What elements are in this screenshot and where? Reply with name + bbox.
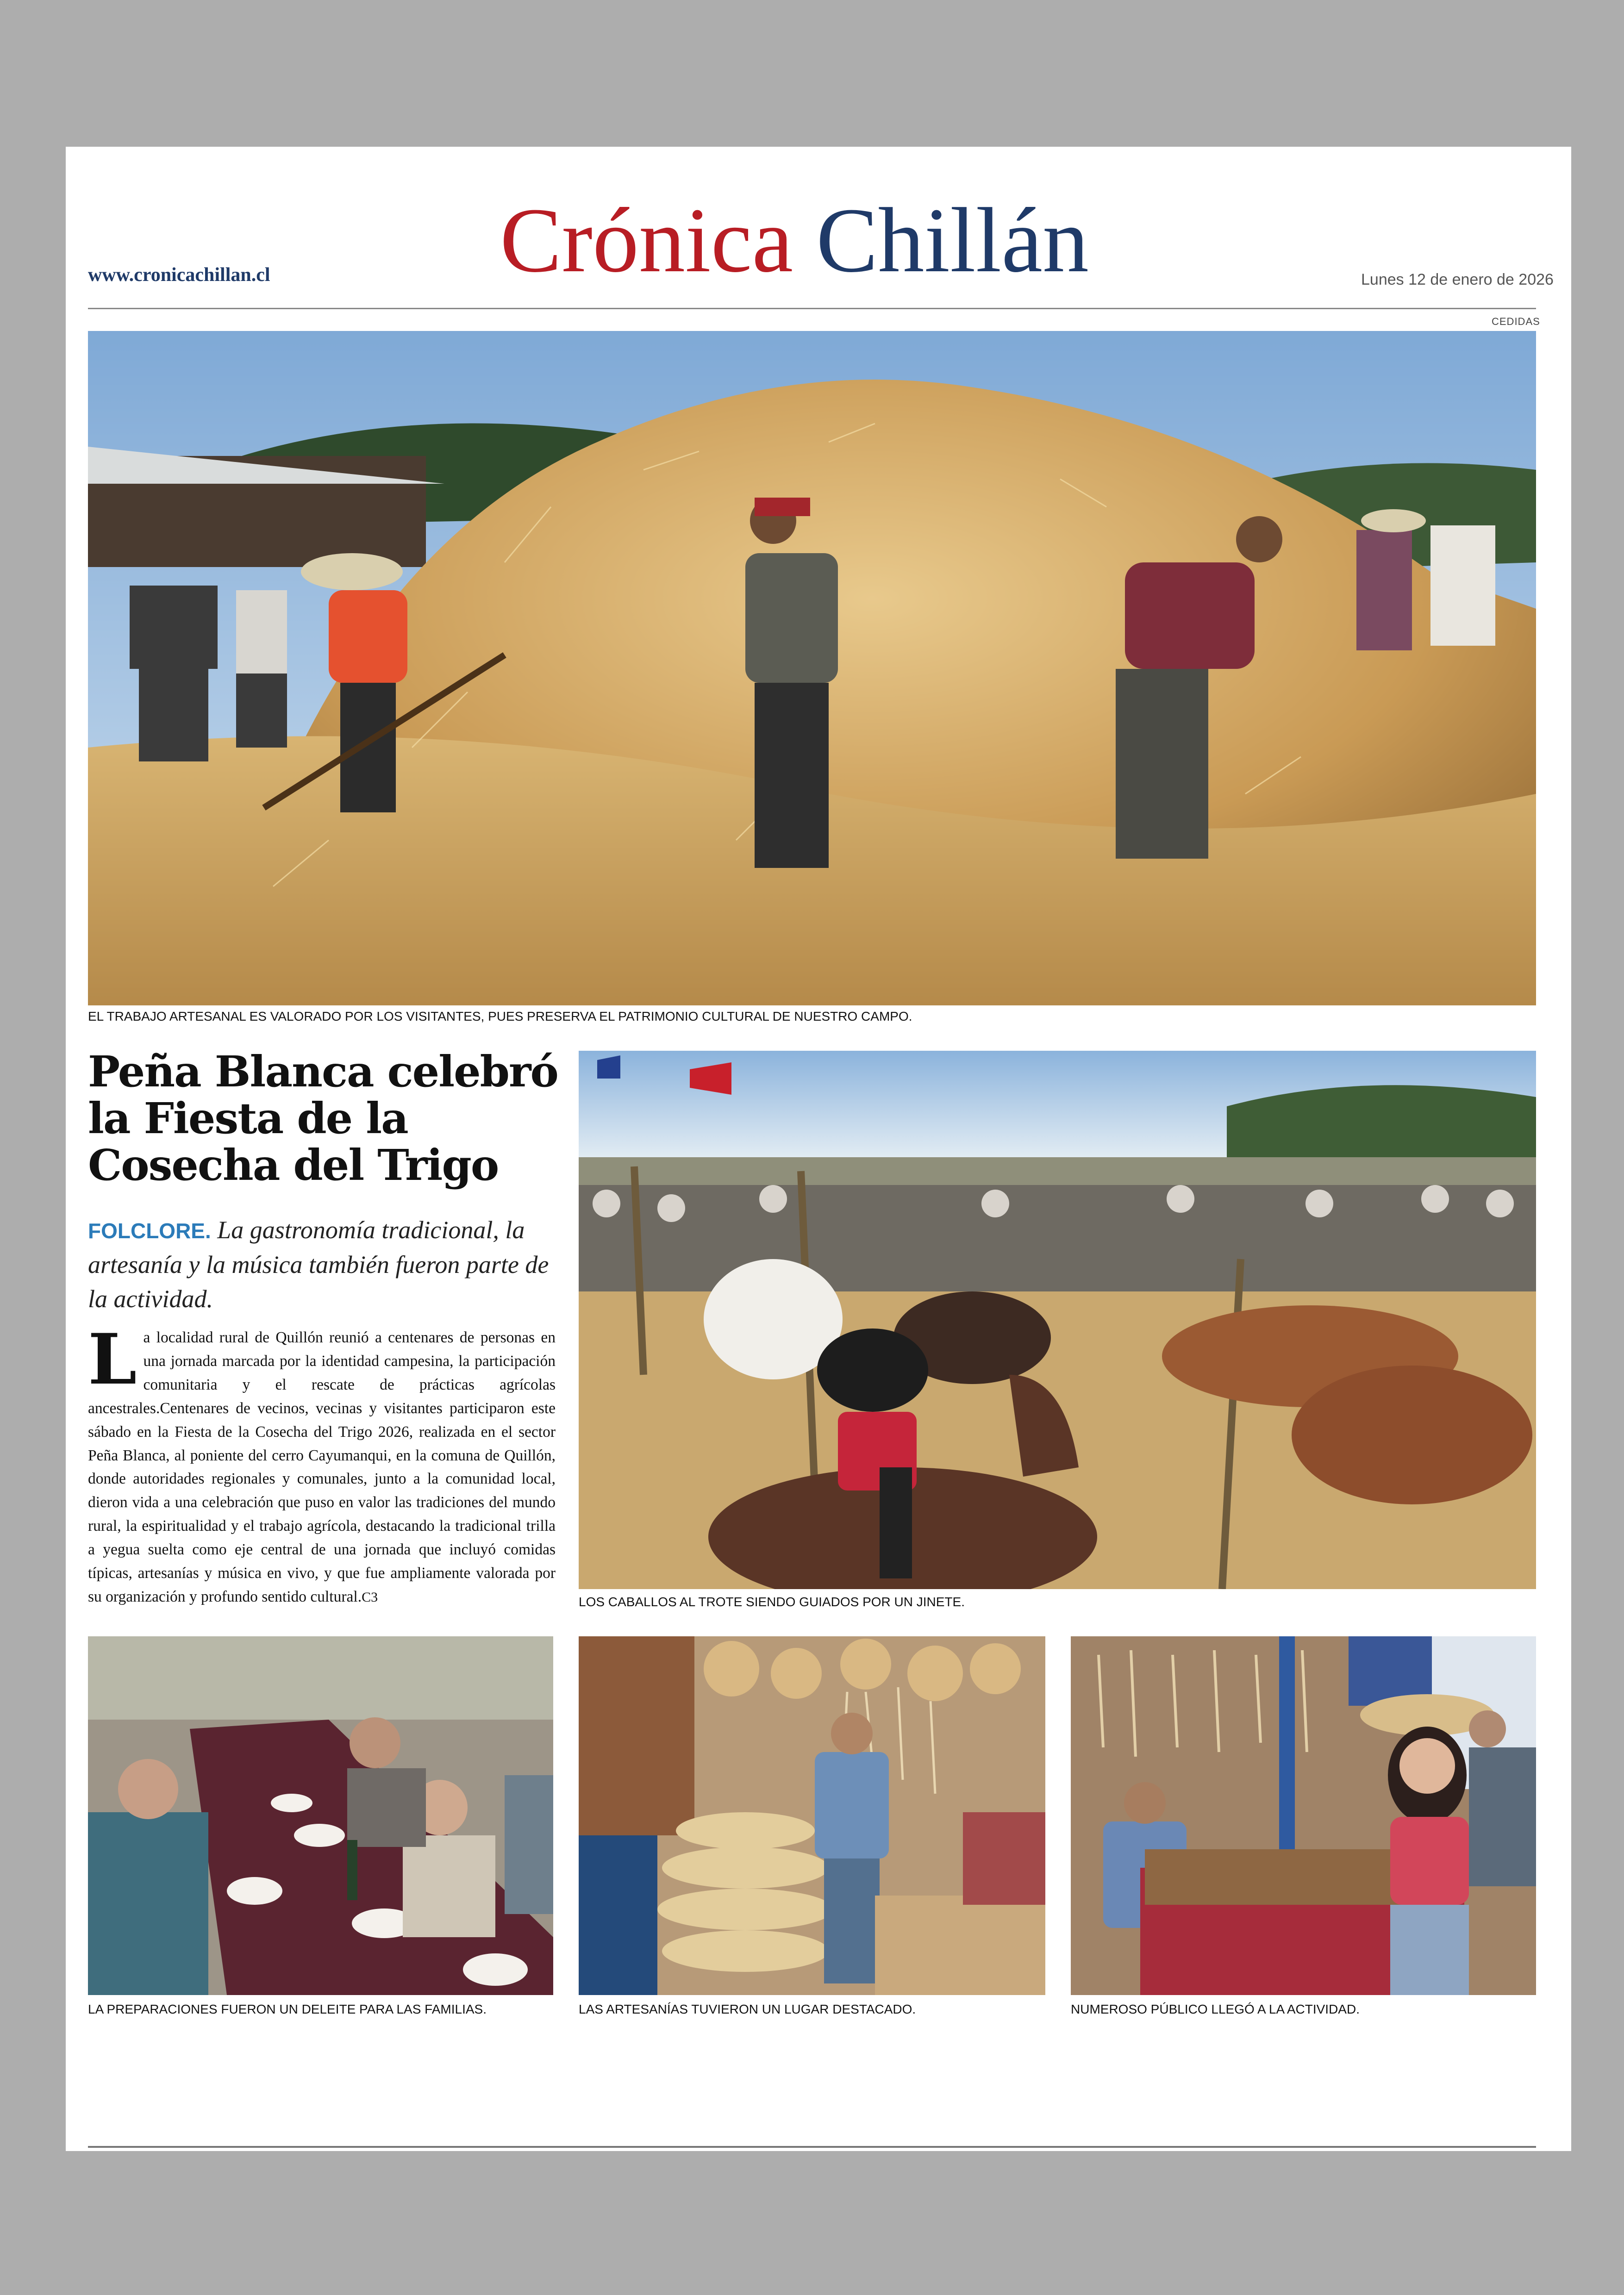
public-photo-caption: NUMEROSO PÚBLICO LLEGÓ A LA ACTIVIDAD.	[1071, 2002, 1360, 2016]
photo-public	[1071, 1636, 1536, 1995]
photo-horses	[579, 1051, 1536, 1589]
newspaper-logo	[500, 189, 1089, 292]
food-photo-caption: LA PREPARACIONES FUERON UN DELEITE PARA LAS FAMILIAS.	[88, 2002, 487, 2016]
photo-credit: CEDIDAS	[1492, 316, 1540, 327]
section-kicker: FOLCLORE.	[88, 1219, 211, 1243]
body-text: a localidad rural de Quillón reunió a centenares de personas en una jornada marcada por la identidad campesina, la participación comunitaria y el rescate de prácticas agrícolas ancestrales.Centenares de vecinos, vecinas y visitantes participaron este sábado en la Fiesta de la Cosecha del Trigo 2026, realizada en el sector Peña Blanca, al poniente del cerro Cayumanqui, en la comuna de Quillón, donde autoridades regionales y comunales, junto a la comunidad local, dieron vida a una celebración que puso en valor las tradiciones del mundo rural, la espiritualidad y el trabajo agrícola, destacando la tradicional trilla a yegua suelta como eje central de una jornada que incluyó comidas típicas, artesanías y música en vivo, y que fue ampliamente valorada por su organización y profundo sentido cultural.	[88, 1329, 556, 1605]
bottom-band	[66, 2052, 1571, 2151]
drop-cap: L	[88, 1319, 137, 1400]
logo-word-chillan: Chillán	[816, 189, 1089, 292]
article-deck	[88, 1213, 560, 1316]
site-url-link[interactable]: www.cronicachillan.cl	[88, 264, 270, 286]
crafts-photo-caption: LAS ARTESANÍAS TUVIERON UN LUGAR DESTACADO.	[579, 2002, 916, 2016]
hero-photo-caption: EL TRABAJO ARTESANAL ES VALORADO POR LOS VISITANTES, PUES PRESERVA EL PATRIMONIO CULTURAL DE NUESTRO CAMPO.	[88, 1009, 912, 1023]
issue-date: Lunes 12 de enero de 2026	[1361, 271, 1554, 288]
hero-photo-wheat-harvest	[88, 331, 1536, 1005]
right-margin	[1571, 147, 1624, 2151]
article-body	[88, 1319, 556, 1609]
photo-crafts	[579, 1636, 1045, 1995]
deck-text: La gastronomía tradicional, la artesanía y la música también fueron parte de la actividad.	[88, 1216, 549, 1313]
top-rule	[88, 308, 1536, 309]
bottom-rule	[88, 2146, 1536, 2148]
horses-photo-caption: LOS CABALLOS AL TROTE SIENDO GUIADOS POR UN JINETE.	[579, 1595, 965, 1609]
photo-food-tables	[88, 1636, 553, 1995]
article-headline: Peña Blanca celebró la Fiesta de la Cosecha del Trigo	[88, 1047, 558, 1191]
end-mark: C3	[362, 1589, 378, 1605]
left-margin	[0, 147, 66, 2151]
logo-word-cronica: Crónica	[500, 189, 793, 292]
